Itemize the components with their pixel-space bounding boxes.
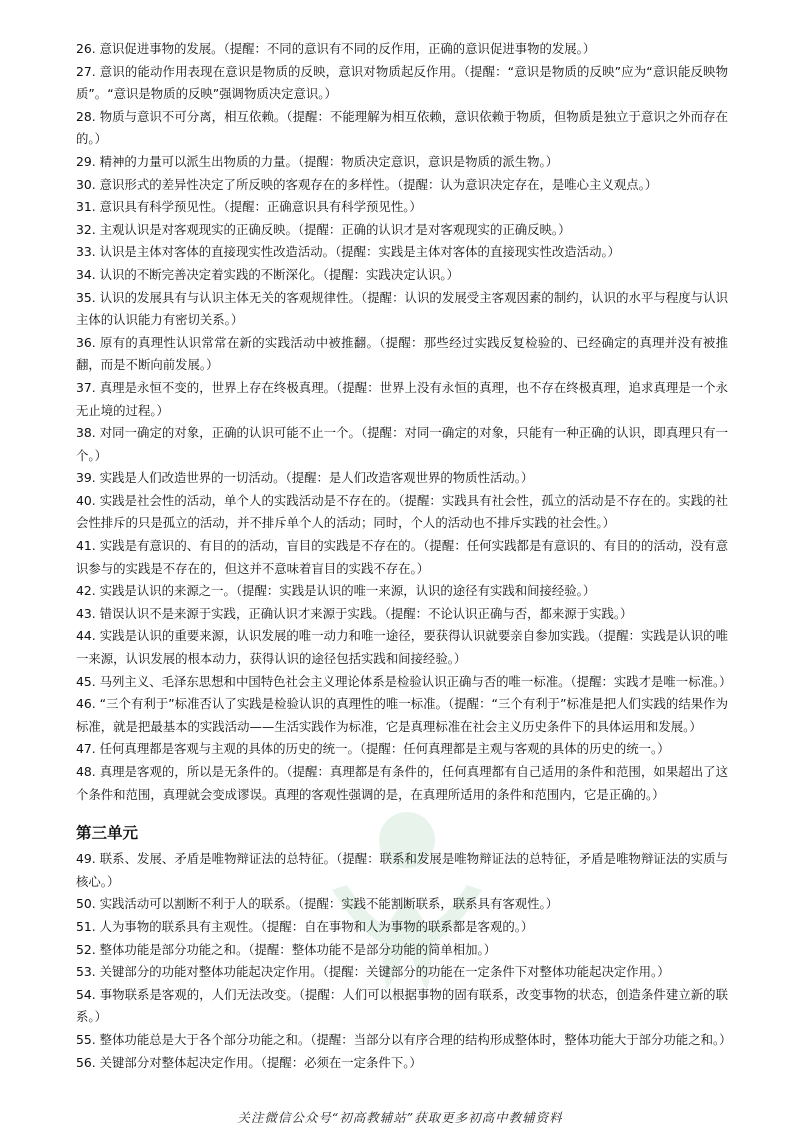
list-item: 36. 原有的真理性认识常常在新的实践活动中被推翻。（提醒：那些经过实践反复检验的、已经确定的真理并没有被推翻，而是不断向前发展。） bbox=[76, 334, 728, 373]
list-item: 37. 真理是永恒不变的，世界上存在终极真理。（提醒：世界上没有永恒的真理，也不存在终极真理，追求真理是一个永无止境的过程。） bbox=[76, 379, 728, 418]
list-item: 27. 意识的能动作用表现在意识是物质的反映，意识对物质起反作用。（提醒：“意识是物质的反映”应为“意识能反映物质”。“意识是物质的反映”强调物质决定意识。） bbox=[76, 63, 728, 102]
list-item: 34. 认识的不断完善决定着实践的不断深化。（提醒：实践决定认识。） bbox=[76, 266, 459, 282]
list-item: 43. 错误认识不是来源于实践，正确认识才来源于实践。（提醒：不论认识正确与否，都来源于实践。） bbox=[76, 605, 633, 621]
item-list-unit-three bbox=[76, 848, 732, 1074]
list-item: 42. 实践是认识的来源之一。（提醒：实践是认识的唯一来源，认识的途径有实践和间接经验。） bbox=[76, 583, 596, 599]
list-item: 47. 任何真理都是客观与主观的具体的历史的统一。（提醒：任何真理都是主观与客观的具体的历史的统一。） bbox=[76, 741, 670, 757]
list-item: 54. 事物联系是客观的，人们无法改变。（提醒：人们可以根据事物的固有联系，改变事物的状态，创造条件建立新的联系。） bbox=[76, 986, 728, 1025]
list-item: 30. 意识形式的差异性决定了所反映的客观存在的多样性。（提醒：认为意识决定存在，是唯心主义观点。） bbox=[76, 176, 658, 192]
list-item: 32. 主观认识是对客观现实的正确反映。（提醒：正确的认识才是对客观现实的正确反映。） bbox=[76, 221, 571, 237]
list-item: 26. 意识促进事物的发展。（提醒：不同的意识有不同的反作用，正确的意识促进事物的发展。） bbox=[76, 41, 596, 56]
list-item: 52. 整体功能是部分功能之和。（提醒：整体功能不是部分功能的简单相加。） bbox=[76, 941, 497, 957]
list-item: 31. 意识具有科学预见性。（提醒：正确意识具有科学预见性。） bbox=[76, 199, 422, 215]
list-item: 55. 整体功能总是大于各个部分功能之和。（提醒：当部分以有序合理的结构形成整体时，整体功能大于部分功能之和。） bbox=[76, 1031, 732, 1047]
list-item: 35. 认识的发展具有与认识主体无关的客观规律性。（提醒：认识的发展受主客观因素的制约，认识的水平与程度与认识主体的认识能力有密切关系。） bbox=[76, 289, 728, 328]
list-item: 38. 对同一确定的对象，正确的认识可能不止一个。（提醒：对同一确定的对象，只能有一种正确的认识，即真理只有一个。） bbox=[76, 425, 728, 463]
list-item: 53. 关键部分的功能对整体功能起决定作用。（提醒：关键部分的功能在一定条件下对整体功能起决定作用。） bbox=[76, 964, 670, 980]
list-item: 44. 实践是认识的重要来源，认识发展的唯一动力和唯一途径，要获得认识就要亲自参加实践。（提醒：实践是认识的唯一来源，认识发展的根本动力，获得认识的途径包括实践和间接经验。） bbox=[76, 628, 728, 667]
list-item: 45. 马列主义、毛泽东思想和中国特色社会主义理论体系是检验认识正确与否的唯一标准。（提醒：实践才是唯一标准。） bbox=[76, 673, 732, 689]
list-item: 46. “三个有利于”标准否认了实践是检验认识的真理性的唯一标准。（提醒：“三个有利于”标准是把人们实践的结果作为标准，就是把最基本的实践活动——生活实践作为标准，它是真理标准在社会主义历史条件下的具体运用和发展。） bbox=[76, 696, 728, 734]
list-item: 39. 实践是人们改造世界的一切活动。（提醒：是人们改造客观世界的物质性活动。） bbox=[76, 470, 534, 486]
list-item: 41. 实践是有意识的、有目的的活动，盲目的实践是不存在的。（提醒：任何实践都是有意识的、有目的的活动，没有意识参与的实践是不存在的，但这并不意味着盲目的实践不存在。） bbox=[76, 538, 728, 576]
section-title: 第三单元 bbox=[76, 824, 139, 843]
footer-note: 关注微信公众号“初高教辅站”获取更多初高中教辅资料 bbox=[237, 1110, 563, 1125]
list-item: 49. 联系、发展、矛盾是唯物辩证法的总特征。（提醒：联系和发展是唯物辩证法的总特征，矛盾是唯物辩证法的实质与核心。） bbox=[76, 851, 728, 889]
list-item: 33. 认识是主体对客体的直接现实性改造活动。（提醒：实践是主体对客体的直接现实性改造活动。） bbox=[76, 244, 621, 260]
list-item: 51. 人为事物的联系具有主观性。（提醒：自在事物和人为事物的联系都是客观的。） bbox=[76, 918, 534, 934]
list-item: 40. 实践是社会性的活动，单个人的实践活动是不存在的。（提醒：实践具有社会性，孤立的活动是不存在的。实践的社会性排斥的只是孤立的活动，并不排斥单个人的活动；同时，个人的活动也不排斥实践的社会性。） bbox=[76, 492, 728, 531]
list-item: 29. 精神的力量可以派生出物质的力量。（提醒：物质决定意识，意识是物质的派生物。） bbox=[76, 153, 559, 169]
list-item: 56. 关键部分对整体起决定作用。（提醒：必须在一定条件下。） bbox=[76, 1054, 422, 1070]
list-item: 50. 实践活动可以割断不利于人的联系。（提醒：实践不能割断联系，联系具有客观性。） bbox=[76, 896, 559, 912]
list-item: 28. 物质与意识不可分离，相互依赖。（提醒：不能理解为相互依赖，意识依赖于物质，但物质是独立于意识之外而存在的。） bbox=[76, 108, 728, 147]
document-body bbox=[76, 38, 732, 1074]
item-list-unit-two bbox=[76, 38, 732, 806]
list-item: 48. 真理是客观的，所以是无条件的。（提醒：真理都是有条件的，任何真理都有自己适用的条件和范围，如果超出了这个条件和范围，真理就会变成谬误。真理的客观性强调的是，在真理所适用的条件和范围内，它是正确的。） bbox=[76, 764, 728, 802]
